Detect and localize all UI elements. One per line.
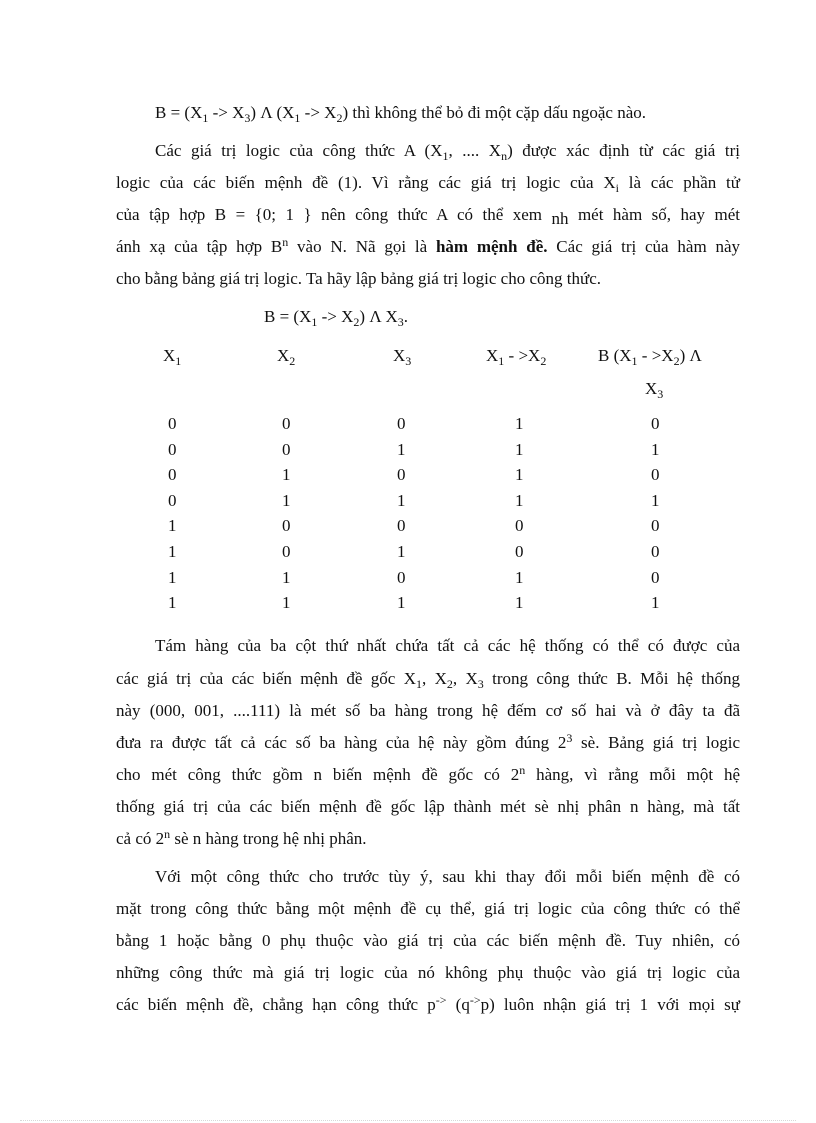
table-cell: 1 bbox=[651, 440, 660, 459]
subscript: 1 bbox=[202, 111, 209, 125]
text: vào N. Nã gọi là bbox=[288, 237, 436, 256]
table-cell: 1 bbox=[515, 593, 524, 612]
table-cell: 1 bbox=[397, 440, 406, 459]
subscript: 1 bbox=[175, 354, 182, 368]
text: của tập hợp B = {0; 1 } nên công thức A có thể xem bbox=[116, 205, 552, 224]
subscript: n bbox=[501, 149, 508, 163]
table-cell: 1 bbox=[168, 593, 177, 612]
subscript: 1 bbox=[311, 315, 318, 329]
table-cell: 0 bbox=[397, 465, 406, 484]
table-cell: 0 bbox=[651, 568, 660, 587]
text-line bbox=[116, 237, 740, 257]
text: mét hàm số, hay mét bbox=[568, 205, 740, 224]
table-cell: 1 bbox=[168, 542, 177, 561]
text: những công thức mà giá trị logic của nó không phụ thuộc vào giá trị logic của bbox=[116, 963, 740, 982]
bold-term: hàm mệnh đề. bbox=[435, 237, 548, 256]
text: đưa ra được tất cả các số ba hàng của hệ này gồm đúng 2 bbox=[116, 733, 567, 752]
text: . bbox=[403, 307, 408, 326]
subscript: 2 bbox=[446, 677, 453, 691]
formula bbox=[264, 307, 564, 327]
text: ) Λ X bbox=[359, 307, 398, 326]
text-line bbox=[155, 636, 740, 656]
table-cell: 1 bbox=[168, 568, 177, 587]
text-line bbox=[116, 963, 740, 983]
page-bottom-rule bbox=[20, 1120, 796, 1121]
table-cell: 1 bbox=[282, 593, 291, 612]
table-cell: 0 bbox=[282, 542, 291, 561]
text: B = (X bbox=[155, 103, 203, 122]
table-header bbox=[393, 346, 411, 366]
table-header bbox=[645, 379, 663, 399]
text: -> X bbox=[300, 103, 337, 122]
text: là các phần tử bbox=[618, 173, 740, 192]
text: X bbox=[277, 346, 290, 365]
superscript: n bbox=[282, 235, 289, 249]
text: mặt trong công thức bằng một mệnh đề cụ thể, giá trị logic của công thức có thể bbox=[116, 899, 740, 918]
superscript: n bbox=[519, 763, 526, 777]
text-line bbox=[116, 995, 740, 1015]
table-cell: 1 bbox=[168, 516, 177, 535]
text-line bbox=[116, 701, 740, 721]
text: sè n hàng trong hệ nhị phân. bbox=[170, 829, 367, 848]
subscript: 2 bbox=[336, 111, 343, 125]
table-cell: 0 bbox=[168, 440, 177, 459]
text: -> X bbox=[317, 307, 354, 326]
text: cho bằng bảng giá trị logic. Ta hãy lập bảng giá trị logic cho công thức. bbox=[116, 269, 601, 288]
subscript: 3 bbox=[657, 387, 664, 401]
text: B = (X bbox=[264, 307, 312, 326]
table-cell: 1 bbox=[515, 568, 524, 587]
table-cell: 1 bbox=[515, 414, 524, 433]
table-cell: 1 bbox=[651, 593, 660, 612]
subscript: 2 bbox=[540, 354, 547, 368]
subscript: 2 bbox=[289, 354, 296, 368]
text-line bbox=[116, 797, 740, 817]
table-cell: 0 bbox=[168, 465, 177, 484]
text-line bbox=[116, 269, 740, 289]
table-cell: 0 bbox=[515, 516, 524, 535]
table-header bbox=[598, 346, 702, 366]
table-cell: 0 bbox=[651, 542, 660, 561]
table-cell: 0 bbox=[397, 414, 406, 433]
text: -> X bbox=[208, 103, 245, 122]
text: cả có 2 bbox=[116, 829, 165, 848]
text: các biến mệnh đề, chẳng hạn công thức p bbox=[116, 995, 436, 1014]
text: các giá trị của các biến mệnh đề gốc X bbox=[116, 669, 416, 688]
text-line bbox=[116, 829, 740, 849]
text: ) Λ bbox=[679, 346, 702, 365]
table-cell: 0 bbox=[168, 491, 177, 510]
subscript: 2 bbox=[673, 354, 680, 368]
text: Tám hàng của ba cột thứ nhất chứa tất cả các hệ thống có thể có được của bbox=[155, 636, 740, 655]
table-cell: 1 bbox=[282, 465, 291, 484]
text: trong công thức B. Mỗi hệ thống bbox=[483, 669, 740, 688]
table-cell: 0 bbox=[651, 516, 660, 535]
table-cell: 1 bbox=[282, 568, 291, 587]
table-cell: 0 bbox=[397, 516, 406, 535]
superscript: -> bbox=[469, 993, 481, 1007]
subscript: 1 bbox=[442, 149, 449, 163]
subscript: 3 bbox=[244, 111, 251, 125]
text-line bbox=[155, 103, 740, 123]
subscript: i bbox=[615, 181, 619, 195]
text-line bbox=[116, 931, 740, 951]
superscript: n bbox=[164, 827, 171, 841]
text: Các giá trị logic của công thức A (X bbox=[155, 141, 443, 160]
table-cell: 0 bbox=[651, 414, 660, 433]
subscript: 1 bbox=[498, 354, 505, 368]
text: hàng, vì rằng mỗi một hệ bbox=[525, 765, 740, 784]
text: thống giá trị của các biến mệnh đề gốc lập thành mét sè nhị phân n hàng, mà tất bbox=[116, 797, 740, 816]
text-line bbox=[116, 669, 740, 689]
table-cell: 1 bbox=[397, 542, 406, 561]
table-header bbox=[163, 346, 181, 366]
table-cell: 0 bbox=[282, 516, 291, 535]
table-cell: 1 bbox=[515, 465, 524, 484]
text-line bbox=[155, 867, 740, 887]
table-cell: 1 bbox=[515, 491, 524, 510]
table-cell: 1 bbox=[651, 491, 660, 510]
text-line bbox=[155, 141, 740, 161]
subscript: 2 bbox=[353, 315, 360, 329]
table-cell: 0 bbox=[397, 568, 406, 587]
text: , .... X bbox=[448, 141, 502, 160]
text: ánh xạ của tập hợp B bbox=[116, 237, 283, 256]
text: , X bbox=[421, 669, 447, 688]
superscript: 3 bbox=[566, 731, 573, 745]
table-cell: 0 bbox=[515, 542, 524, 561]
text: logic của các biến mệnh đề (1). Vì rằng các giá trị logic của X bbox=[116, 173, 616, 192]
text: B (X bbox=[598, 346, 632, 365]
text: ) được xác định từ các giá trị bbox=[507, 141, 740, 160]
text-line bbox=[116, 733, 740, 753]
text: - >X bbox=[504, 346, 541, 365]
text: này (000, 001, ....111) là mét số ba hàng trong hệ đếm cơ số hai và ở đây ta đã bbox=[116, 701, 740, 720]
text-line bbox=[116, 899, 740, 919]
text: cho mét công thức gồm n biến mệnh đề gốc có 2 bbox=[116, 765, 520, 784]
table-header bbox=[486, 346, 546, 366]
text: p) luôn nhận giá trị 1 với mọi sự bbox=[480, 995, 740, 1014]
subscript: 3 bbox=[397, 315, 404, 329]
text: ) Λ (X bbox=[250, 103, 295, 122]
text: - >X bbox=[637, 346, 674, 365]
table-cell: 1 bbox=[397, 491, 406, 510]
text: Các giá trị của hàm này bbox=[547, 237, 741, 256]
subscript: 1 bbox=[631, 354, 638, 368]
table-cell: 1 bbox=[282, 491, 291, 510]
text: ) thì không thể bỏ đi một cặp dấu ngoặc nào. bbox=[342, 103, 647, 122]
subscript: 3 bbox=[405, 354, 412, 368]
text: X bbox=[645, 379, 658, 398]
text-line bbox=[116, 205, 740, 228]
text: (q bbox=[446, 995, 470, 1014]
text: X bbox=[393, 346, 406, 365]
text: bằng 1 hoặc bằng 0 phụ thuộc vào giá trị của các biến mệnh đề. Tuy nhiên, có bbox=[116, 931, 740, 950]
text: sè. Bảng giá trị logic bbox=[572, 733, 741, 752]
table-cell: 0 bbox=[282, 440, 291, 459]
text: , X bbox=[452, 669, 478, 688]
text-line bbox=[116, 173, 740, 193]
table-cell: 0 bbox=[651, 465, 660, 484]
table-cell: 1 bbox=[515, 440, 524, 459]
text: Với một công thức cho trước tùy ý, sau khi thay đổi mỗi biến mệnh đề có bbox=[155, 867, 740, 886]
subscript: 3 bbox=[477, 677, 484, 691]
subscript: 1 bbox=[294, 111, 301, 125]
text-line bbox=[116, 765, 740, 785]
text: X bbox=[486, 346, 499, 365]
superscript: -> bbox=[435, 993, 447, 1007]
text: nh bbox=[551, 209, 569, 228]
text: X bbox=[163, 346, 176, 365]
table-cell: 0 bbox=[282, 414, 291, 433]
subscript: 1 bbox=[415, 677, 422, 691]
table-header bbox=[277, 346, 295, 366]
table-cell: 1 bbox=[397, 593, 406, 612]
table-cell: 0 bbox=[168, 414, 177, 433]
